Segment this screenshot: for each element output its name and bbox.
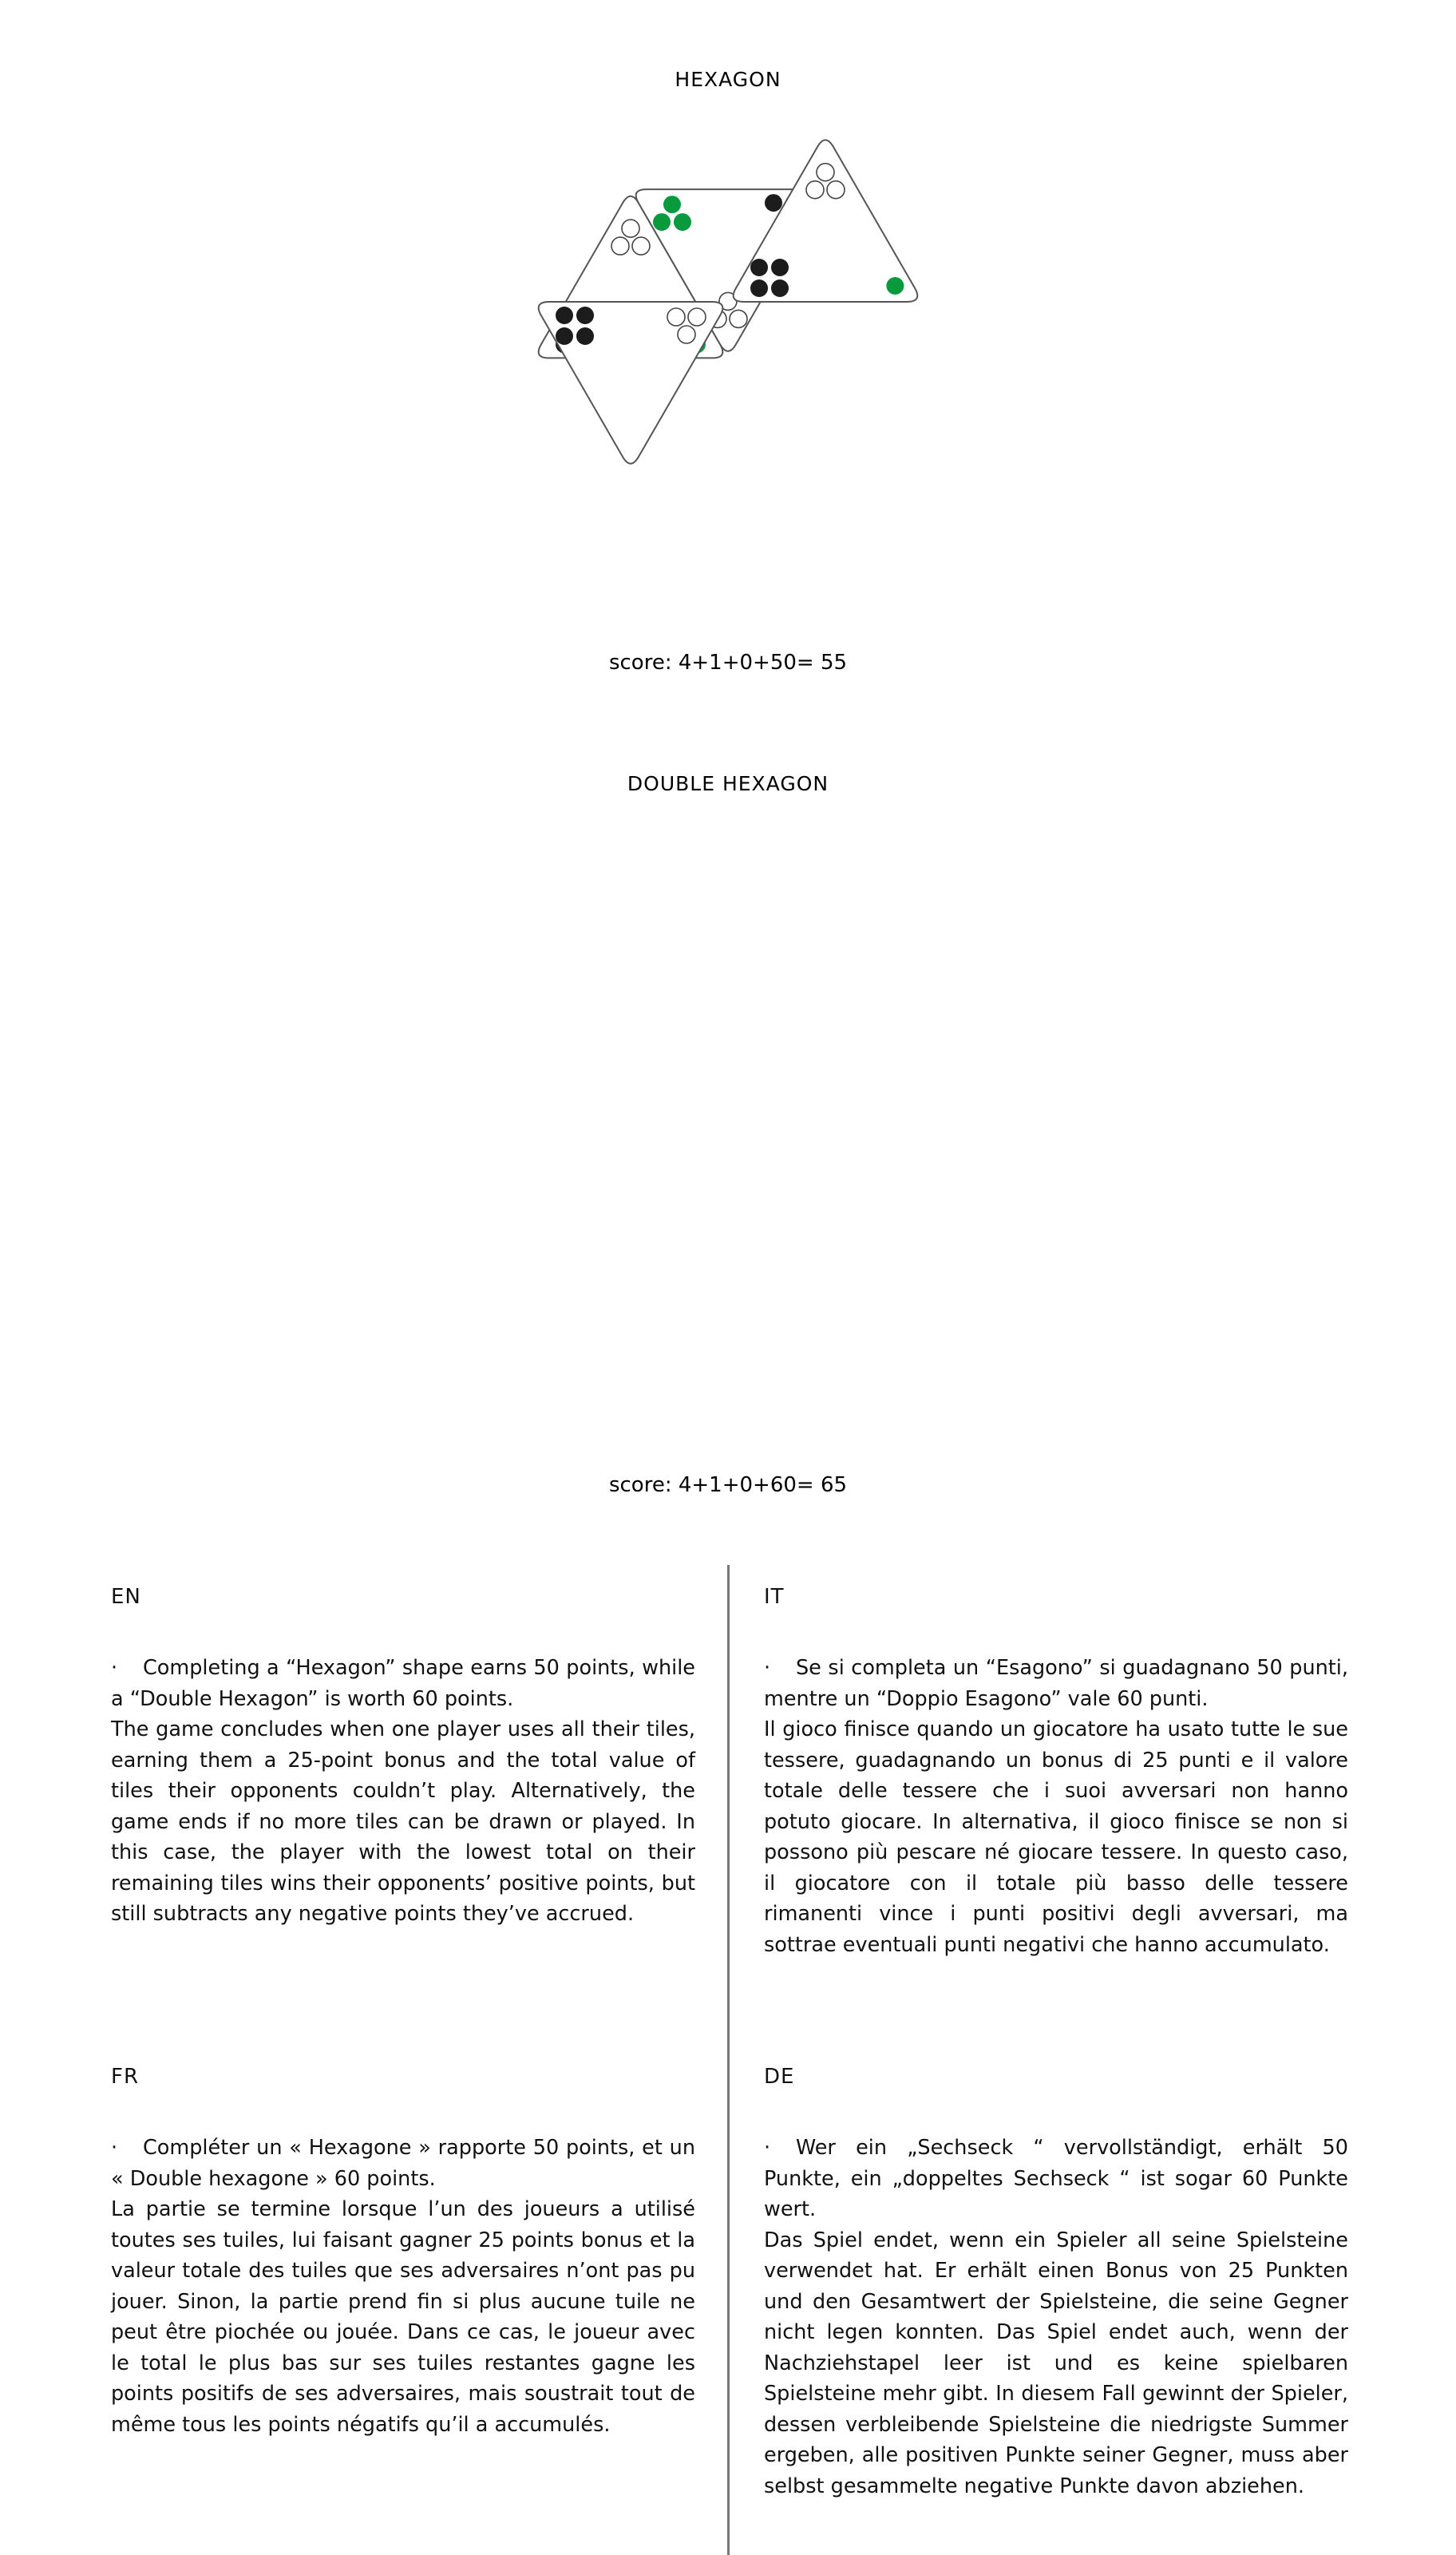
rule-de-bullet [764,2133,1348,2225]
section-it [764,1585,1348,1960]
black-pip [750,279,768,297]
rule-it-p1: Se si completa un “Esagono” si guadagnano 50 punti, mentre un “Doppio Esagono” vale 60 punti. [764,1656,1348,1711]
bullet-dot: · [764,2136,771,2160]
triangle-tile [539,302,723,464]
green-pip [674,213,691,231]
empty-pip [632,237,650,255]
rule-en-p2: The game concludes when one player uses all their tiles, earning them a 25-point bonus and the total value of tiles their opponents couldn’t play. Alternatively, the game ends if no more tiles can be drawn or played. In this case, the player with the lowest total on their remaining tiles wins their opponents’ positive points, but still subtracts any negative points they’ve accrued. [111,1717,695,1926]
hexagon-board [539,140,918,463]
rule-en-p1: Completing a “Hexagon” shape earns 50 points, while a “Double Hexagon” is worth 60 points. [111,1656,695,1711]
lang-label-it: IT [764,1585,785,1609]
rule-fr-p2: La partie se termine lorsque l’un des joueurs a utilisé toutes ses tuiles, lui faisant gagner 25 points bonus et la valeur totale des tuiles que ses adversaires n’ont pas pu jouer. Sinon, la partie prend fin si plus aucune tuile ne peut être piochée ou jouée. Dans ce cas, le joueur avec le total le plus bas sur ses tuiles restantes gagne les points positifs de ses adversaires, mais soustrait tout de même tous les points négatifs qu’il a accumulés. [111,2197,695,2437]
hexagon-title: HEXAGON [675,68,781,91]
black-pip [556,327,573,345]
empty-pip [817,164,834,181]
empty-pip [667,308,685,326]
rule-it-bullet [764,1653,1348,1714]
double-hexagon-score: score: 4+1+0+60= 65 [608,1473,848,1497]
black-pip [750,259,768,276]
green-pip [653,213,671,231]
black-pip [771,259,789,276]
rule-en-bullet [111,1653,695,1714]
section-fr [111,2065,695,2440]
rule-de-p1: Wer ein „Sechseck “ vervollständigt, erhält 50 Punkte, ein „doppeltes Sechseck “ ist sogar 60 Punkte wert. [764,2136,1348,2221]
black-pip [576,307,594,324]
empty-pip [827,181,845,199]
bullet-dot: · [764,1656,771,1680]
lang-label-fr: FR [111,2065,140,2089]
section-en [111,1585,695,1930]
rule-it-p2: Il gioco finisce quando un giocatore ha usato tutte le sue tessere, guadagnando un bonus di 25 punti e il valore totale delle tessere che i suoi avversari non hanno potuto giocare. In alternativa, il gioco finisce se non si possono più pescare né giocare tessere. In questo caso, il giocatore con il totale più basso delle tessere rimanenti vince i punti positivi degli avversari, ma sottrae eventuali punti negativi che hanno accumulato. [764,1717,1348,1957]
black-pip [576,327,594,345]
column-divider [727,1565,730,2555]
black-pip [765,194,782,212]
rule-fr-p1: Compléter un « Hexagone » rapporte 50 points, et un « Double hexagone » 60 points. [111,2136,695,2191]
empty-pip [730,310,747,327]
empty-pip [678,326,695,343]
green-pip [886,277,904,295]
rule-de-p2: Das Spiel endet, wenn ein Spieler all seine Spielsteine verwendet hat. Er erhält einen Bonus von 25 Punkten und den Gesamtwert der Spielsteine, die seine Gegner nicht legen konnten. Das Spiel endet auch, wenn der Nachziehstapel leer ist und es keine spielbaren Spielsteine mehr gibt. In diesem Fall gewinnt der Spieler, dessen verbleibende Spielsteine die niedrigste Summer ergeben, alle positiven Punkte seiner Gegner, muss aber selbst gesammelte negative Punkte davon abziehen. [764,2228,1348,2498]
empty-pip [688,308,706,326]
empty-pip [622,220,639,237]
lang-label-en: EN [111,1585,141,1609]
empty-pip [611,237,629,255]
empty-pip [806,181,824,199]
double-hexagon-title: DOUBLE HEXAGON [627,772,829,795]
black-pip [556,307,573,324]
green-pip [663,196,681,213]
bullet-dot: · [111,1656,118,1680]
lang-label-de: DE [764,2065,795,2089]
black-pip [771,279,789,297]
rule-fr-bullet [111,2133,695,2194]
hexagon-score: score: 4+1+0+50= 55 [608,651,848,675]
bullet-dot: · [111,2136,118,2160]
section-de [764,2065,1348,2502]
